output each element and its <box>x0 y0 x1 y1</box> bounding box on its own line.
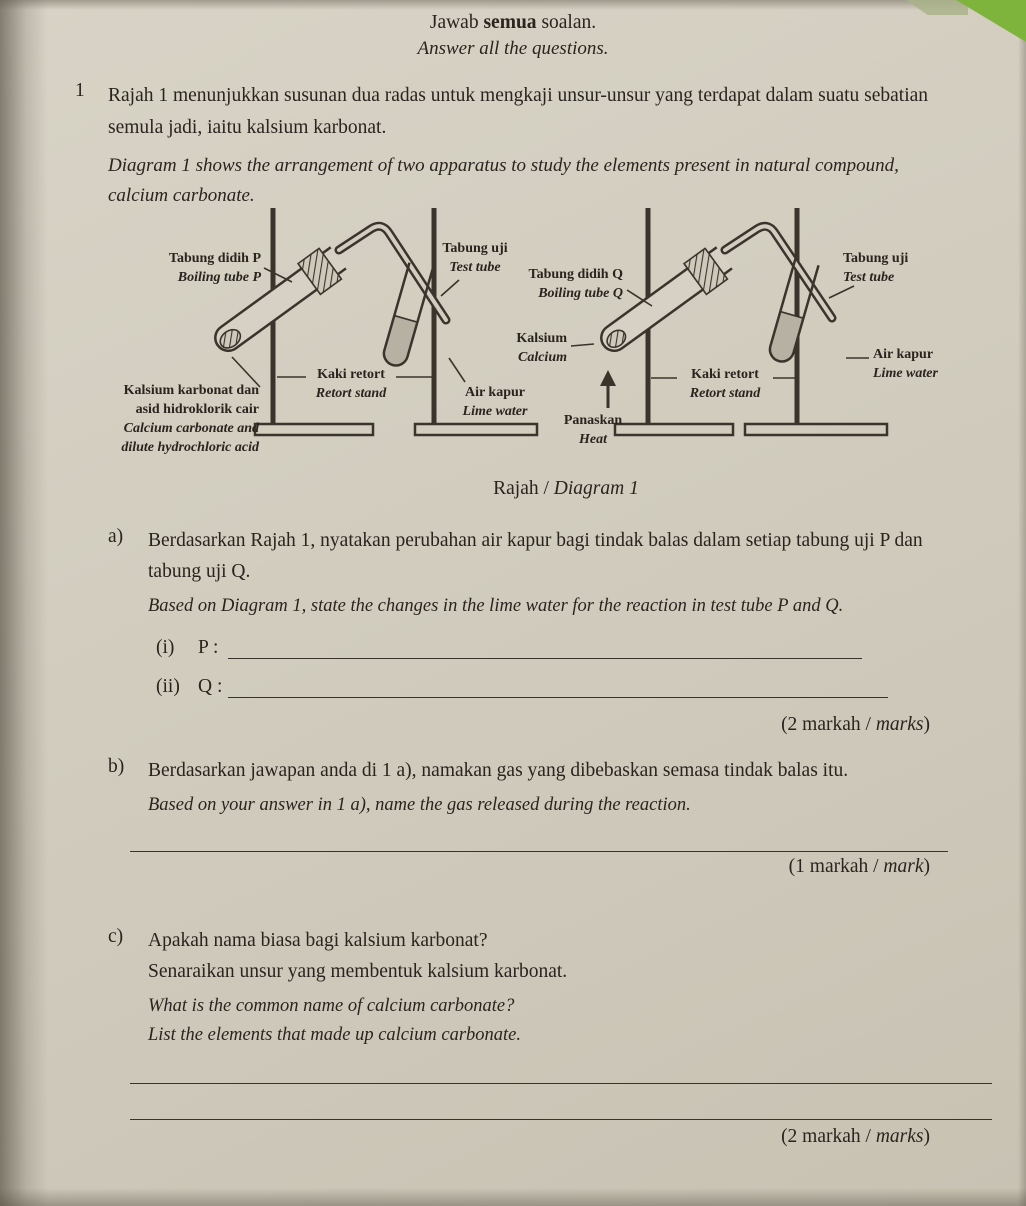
part-a-marks-post: ) <box>923 713 930 735</box>
question-text-english: Diagram 1 shows the arrangement of two apparatus to study the elements present in natural compound, calcium carbonate. <box>108 154 899 207</box>
label-retort-stand-right-en: Retort stand <box>689 385 761 401</box>
diagram-1 <box>55 198 967 474</box>
part-a-marks-pre: (2 markah / <box>781 713 876 735</box>
label-contents-en1: Calcium carbonate and <box>123 420 259 436</box>
diagram-caption-en: Diagram 1 <box>553 478 639 499</box>
label-test-tube-left-en: Test tube <box>449 259 501 275</box>
part-c-text-english-2: List the elements that made up calcium carbonate. <box>148 1024 522 1045</box>
label-heat <box>555 412 631 450</box>
part-b <box>108 756 948 878</box>
part-b-label: b) <box>108 756 125 777</box>
part-c-marks-pre: (2 markah / <box>781 1126 876 1148</box>
question-number: 1 <box>75 80 85 101</box>
label-retort-stand-left <box>309 366 393 404</box>
part-b-marks <box>108 856 948 878</box>
label-boiling-tube-q <box>483 266 623 304</box>
label-boiling-tube-q-ms: Tabung didih Q <box>528 267 623 282</box>
heat-arrow-head <box>600 370 616 386</box>
part-b-blank-line <box>130 830 948 852</box>
part-b-marks-post: ) <box>923 856 930 878</box>
part-a-marks <box>108 714 938 736</box>
test-tube-q <box>767 259 818 365</box>
retort-base-right-2 <box>745 424 887 435</box>
question-1 <box>75 80 943 212</box>
label-lime-water-right-en: Lime water <box>873 365 938 381</box>
label-contents-ms1: Kalsium karbonat dan <box>123 383 259 398</box>
answer-ii-key: Q : <box>198 675 223 697</box>
label-test-tube-right <box>843 250 927 288</box>
retort-base-right-1 <box>615 424 733 435</box>
label-boiling-tube-p-en: Boiling tube P <box>177 269 261 285</box>
label-retort-stand-left-en: Retort stand <box>315 385 387 401</box>
part-a-marks-italic: marks <box>875 713 924 735</box>
label-retort-stand-left-ms: Kaki retort <box>317 367 385 382</box>
retort-base-left-2 <box>415 424 537 435</box>
label-contents-en2: dilute hydrochloric acid <box>121 439 259 455</box>
part-b-marks-italic: mark <box>883 856 924 878</box>
part-b-text-english: Based on your answer in 1 a), name the gas released during the reaction. <box>148 794 691 815</box>
answer-row-ii <box>156 673 888 697</box>
instruction-malay-bold: semua <box>483 12 537 33</box>
label-boiling-tube-p-ms: Tabung didih P <box>168 251 261 266</box>
answer-i-numeral: (i) <box>156 637 175 659</box>
answer-ii-numeral: (ii) <box>156 675 180 697</box>
part-c-text-malay-1: Apakah nama biasa bagi kalsium karbonat? <box>148 930 488 951</box>
instruction-malay-pre: Jawab <box>429 12 484 33</box>
instruction-malay <box>0 12 1026 34</box>
part-c-label: c) <box>108 926 124 947</box>
retort-base-left-1 <box>255 424 373 435</box>
label-calcium-en: Calcium <box>517 349 567 365</box>
part-b-marks-pre: (1 markah / <box>788 856 884 878</box>
answer-row-i <box>156 635 862 659</box>
label-lime-water-right-ms: Air kapur <box>873 347 934 362</box>
instruction-malay-post: soalan. <box>536 12 597 33</box>
part-b-text-malay: Berdasarkan jawapan anda di 1 a), namakan gas yang dibebaskan semasa tindak balas itu. <box>148 760 849 781</box>
part-c-text-malay-2: Senaraikan unsur yang membentuk kalsium karbonat. <box>148 960 568 982</box>
label-contents-left <box>95 382 259 458</box>
label-lime-water-left-ms: Air kapur <box>464 385 526 400</box>
label-lime-water-left <box>451 384 539 422</box>
page-edge-shadow-top <box>0 0 1026 10</box>
question-text-malay: Rajah 1 menunjukkan susunan dua radas untuk mengkaji unsur-unsur yang terdapat dalam suatu sebatian semula jadi, iaitu kalsium karbonat. <box>108 85 929 138</box>
label-retort-stand-right <box>681 366 769 404</box>
diagram-caption <box>53 478 1026 500</box>
label-heat-en: Heat <box>579 431 607 447</box>
label-test-tube-right-en: Test tube <box>843 269 895 285</box>
label-test-tube-left-ms: Tabung uji <box>442 241 508 256</box>
part-c-blank-line-2 <box>130 1098 992 1120</box>
label-calcium <box>491 330 567 368</box>
label-boiling-tube-p <box>85 250 261 288</box>
part-c-marks-italic: marks <box>875 1126 924 1148</box>
part-c <box>108 926 992 1148</box>
part-a-text-malay: Berdasarkan Rajah 1, nyatakan perubahan air kapur bagi tindak balas dalam setiap tabung uji P dan tabung uji Q. <box>148 530 923 582</box>
test-tube-p <box>381 263 432 369</box>
label-retort-stand-right-ms: Kaki retort <box>691 367 759 382</box>
question-text <box>108 80 943 212</box>
part-c-marks <box>108 1126 992 1148</box>
part-c-blank-line-1 <box>130 1062 992 1084</box>
label-contents-ms2: asid hidroklorik cair <box>135 401 259 417</box>
label-test-tube-right-ms: Tabung uji <box>843 251 909 266</box>
label-boiling-tube-q-en: Boiling tube Q <box>538 285 623 301</box>
part-c-text-english-1: What is the common name of calcium carbonate? <box>148 995 515 1016</box>
answer-i-key: P : <box>198 637 219 659</box>
label-lime-water-right <box>873 346 959 384</box>
part-a-text-english: Based on Diagram 1, state the changes in the lime water for the reaction in test tube P and Q. <box>148 595 844 616</box>
part-c-marks-post: ) <box>923 1126 930 1148</box>
label-calcium-ms: Kalsium <box>516 331 567 346</box>
instructions-block <box>0 12 1026 60</box>
answer-i-blank-line <box>228 635 862 659</box>
answer-ii-blank-line <box>228 673 888 697</box>
label-heat-ms: Panaskan <box>563 413 623 428</box>
part-a <box>108 526 938 736</box>
label-lime-water-left-en: Lime water <box>462 403 528 419</box>
page-edge-shadow-bottom <box>0 1188 1026 1206</box>
page-edge-shadow-left <box>0 0 48 1206</box>
part-a-label: a) <box>108 526 124 547</box>
instruction-english: Answer all the questions. <box>417 38 609 59</box>
page-edge-shadow-right <box>1018 0 1026 1206</box>
diagram-caption-ms: Rajah / <box>493 478 554 499</box>
